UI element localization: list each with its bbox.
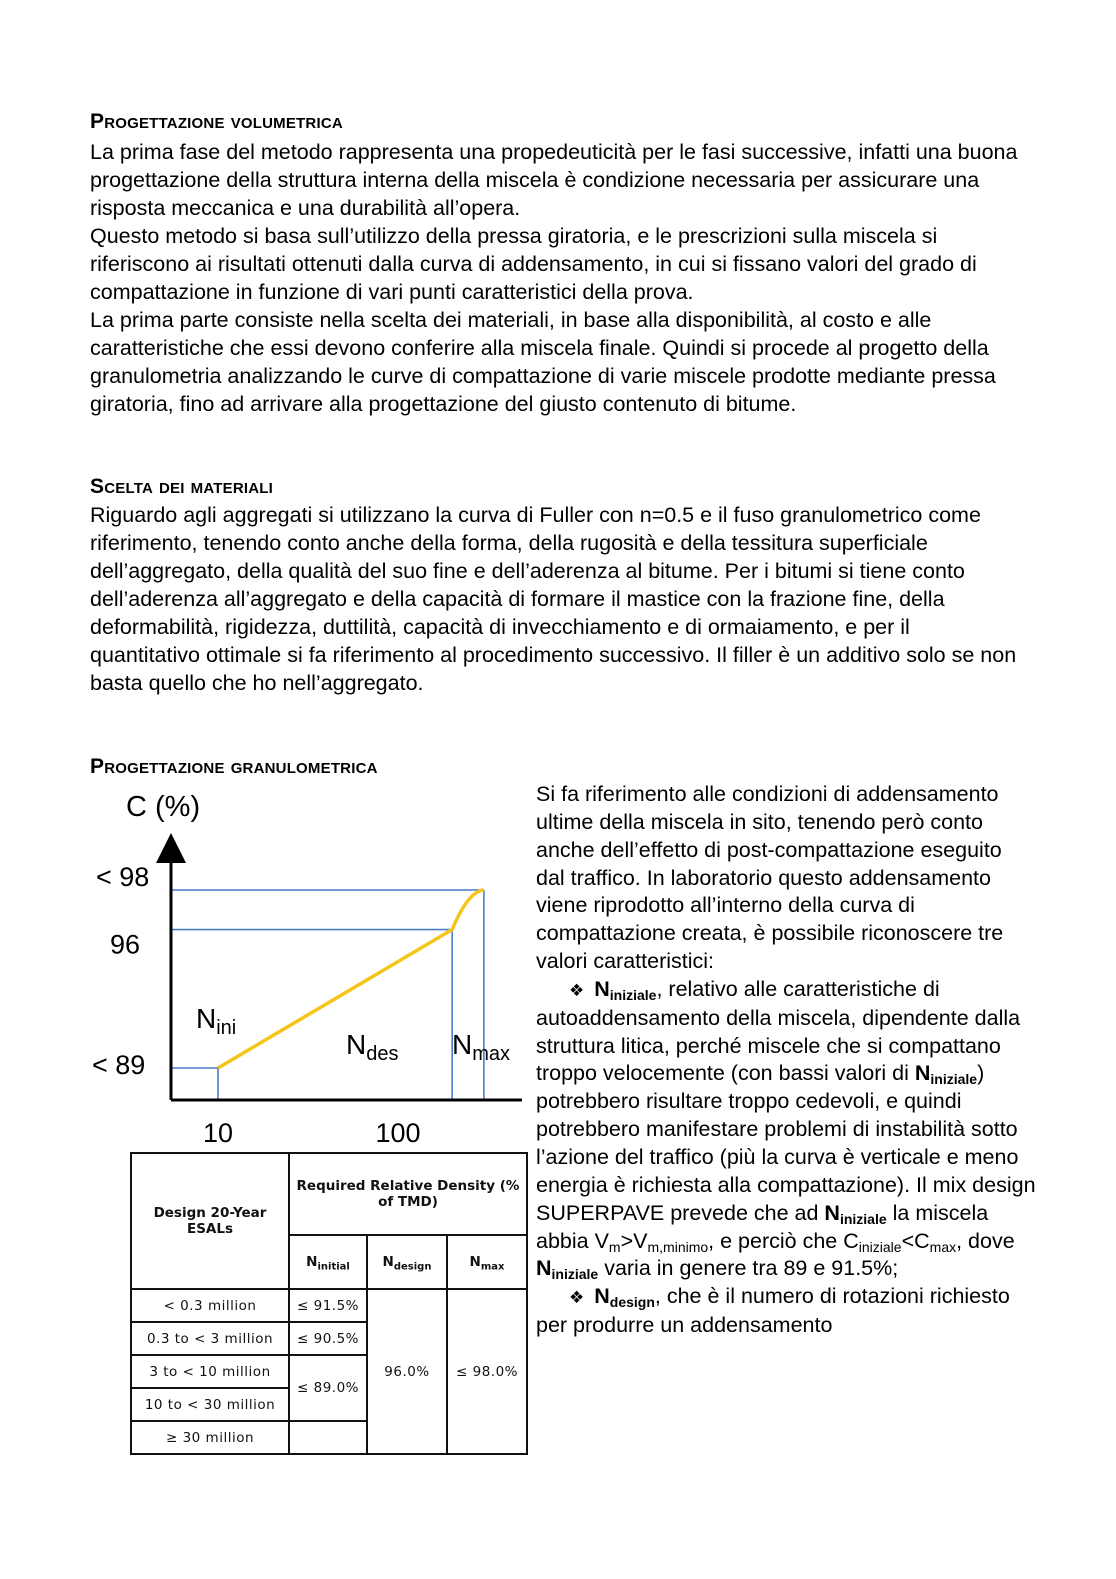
text-run: <C xyxy=(901,1228,930,1253)
x-tick-label: 10 xyxy=(202,1118,234,1148)
n-sub: initial xyxy=(317,1261,350,1273)
header-n-design xyxy=(367,1235,447,1289)
header-n-max xyxy=(447,1235,527,1289)
cmax-sub: max xyxy=(929,1238,957,1255)
table-cell-esals: ≥ 30 million xyxy=(131,1421,289,1454)
n-letter: N xyxy=(594,976,610,1001)
n-sub: iniziale xyxy=(930,1071,978,1088)
table-cell-ninitial: ≤ 91.5% xyxy=(289,1289,367,1322)
n-letter: N xyxy=(824,1200,840,1225)
n-sub: design xyxy=(609,1294,655,1311)
y-axis-label: C (%) xyxy=(126,791,201,823)
text-run: , che è il numero di rotazioni richiesto per produrre un addensamento xyxy=(536,1284,1010,1338)
table-cell-ninitial: ≤ 90.5% xyxy=(289,1322,367,1355)
text-run: , relativo alle caratteristiche di autoaddensamento della miscela, dipendente dalla struttura litica, perché miscele che si compattano troppo velocemente (con bassi valori di xyxy=(536,976,1021,1086)
axis-ticks xyxy=(92,862,421,1148)
text-run: , e perciò che C xyxy=(708,1228,859,1253)
compaction-chart xyxy=(88,782,528,1152)
vmmin-sub: m,minimo xyxy=(647,1238,709,1255)
text-run: ) potrebbero risultare troppo cedevoli, e quindi potrebbero manifestare problemi di instabilità sotto l’azione del traffico (più la curva è verticale e meno energia è richiesta alla compattazione). Il mix design SUPERPAVE prevede che ad xyxy=(536,1061,1036,1225)
table-cell-esals: 0.3 to < 3 million xyxy=(131,1322,289,1355)
annotation-subscript: max xyxy=(472,1043,511,1065)
table-cell-esals: 10 to < 30 million xyxy=(131,1388,289,1421)
n-sub: design xyxy=(393,1261,432,1273)
compaction-chart-svg xyxy=(88,782,528,1152)
paragraph: La prima fase del metodo rappresenta una propedeuticità per le fasi successive, infatti una buona progettazione della struttura interna della miscela è condizione necessaria per assicurare una risposta meccanica e una durabilità all’opera. xyxy=(90,140,1018,220)
text-run: varia in genere tra 89 e 91.5%; xyxy=(598,1256,899,1281)
annotation-max xyxy=(452,1029,510,1065)
y-tick-label: < 89 xyxy=(92,1050,146,1080)
section-volumetric-text xyxy=(90,138,1020,418)
n-sub: iniziale xyxy=(839,1210,887,1227)
annotation-letter: N xyxy=(452,1029,473,1060)
required-density-table xyxy=(130,1152,528,1455)
annotation-letter: N xyxy=(196,1003,217,1034)
n-sub: iniziale xyxy=(609,986,657,1003)
intro-paragraph: Si fa riferimento alle condizioni di addensamento ultime della miscela in sito, tenendo però conto anche dell’effetto di post-compattazione eseguito dal traffico. In laboratorio questo addensamento viene riprodotto all’interno della curva di compattazione creata, è possibile riconoscere tre valori caratteristici: xyxy=(536,782,1004,974)
bullet-n-iniziale xyxy=(536,976,1036,1283)
right-column-text xyxy=(536,781,1036,1340)
section-materials-text xyxy=(90,501,1020,697)
vm-sub: m xyxy=(608,1238,621,1255)
heading-scelta-materiali: Scelta dei materiali xyxy=(90,475,273,498)
table-cell-esals: < 0.3 million xyxy=(131,1289,289,1322)
y-tick-label: 96 xyxy=(110,929,141,960)
annotation-subscript: ini xyxy=(216,1017,237,1039)
header-required-density: Required Relative Density (% of TMD) xyxy=(289,1153,527,1235)
point-annotations xyxy=(196,1003,510,1065)
n-letter: N xyxy=(914,1061,931,1086)
paragraph: La prima parte consiste nella scelta dei materiali, in base alla disponibilità, al costo e alle caratteristiche che essi devono conferire alla miscela finale. Quindi si procede al progetto della granulometria analizzando le curve di compattazione di varie miscele prodotte mediante pressa giratoria, fino ad arrivare alla progettazione del giusto contenuto di bitume. xyxy=(90,308,996,416)
y-tick-label: < 98 xyxy=(96,862,150,892)
annotation-ini xyxy=(196,1003,236,1039)
n-sub: iniziale xyxy=(551,1266,599,1283)
paragraph: Questo metodo si basa sull’utilizzo della pressa giratoria, e le prescrizioni sulla miscela si riferiscono ai risultati ottenuti dalla curva di addensamento, in cui si fissano valori del grado di compattazione in funzione di vari punti caratteristici della prova. xyxy=(90,224,977,304)
n-sub: max xyxy=(480,1261,505,1273)
table-cell-esals: 3 to < 10 million xyxy=(131,1355,289,1388)
n-letter: N xyxy=(594,1284,610,1309)
guide-lines xyxy=(171,890,484,1100)
n-letter: N xyxy=(469,1254,481,1270)
annotation-des xyxy=(346,1029,398,1065)
paragraph: Riguardo agli aggregati si utilizzano la curva di Fuller con n=0.5 e il fuso granulometrico come riferimento, tenendo conto anche della forma, della rugosità e della tessitura superficiale dell’aggregato, della qualità del suo fine e dell’aderenza al bitume. Per i bitumi si tiene conto dell’aderenza all’aggregato e della capacità di formare il mastice con la frazione fine, della deformabilità, rigidezza, duttilità, capacità di invecchiamento e di ormaiamento, e per il quantitativo ottimale si fa riferimento al procedimento successivo. Il filler è un additivo solo se non basta quello che ho nell’aggregato. xyxy=(90,503,1017,695)
n-letter: N xyxy=(536,1256,552,1281)
text-run: >V xyxy=(620,1228,648,1253)
heading-progettazione-granulometrica: Progettazione granulometrica xyxy=(90,755,378,778)
table-cell-ndesign: 96.0% xyxy=(367,1289,447,1454)
c-sub: iniziale xyxy=(858,1238,902,1255)
text-run: , dove xyxy=(956,1228,1015,1253)
annotation-subscript: des xyxy=(366,1043,399,1065)
header-esals: Design 20-Year ESALs xyxy=(131,1153,289,1289)
heading-progettazione-volumetrica: Progettazione volumetrica xyxy=(90,110,343,133)
n-letter: N xyxy=(306,1254,318,1270)
diamond-bullet-icon: ❖ xyxy=(569,980,585,1000)
density-table-wrap xyxy=(130,1152,528,1455)
header-n-initial xyxy=(289,1235,367,1289)
diamond-bullet-icon: ❖ xyxy=(569,1288,585,1308)
x-tick-label: 100 xyxy=(375,1118,421,1148)
table-cell-empty xyxy=(289,1421,367,1454)
n-letter: N xyxy=(382,1254,394,1270)
annotation-letter: N xyxy=(346,1029,367,1060)
table-cell-ninitial: ≤ 89.0% xyxy=(289,1355,367,1421)
table-cell-nmax: ≤ 98.0% xyxy=(447,1289,527,1454)
text-run: la miscela abbia V xyxy=(536,1200,989,1253)
bullet-n-design xyxy=(536,1283,1036,1340)
